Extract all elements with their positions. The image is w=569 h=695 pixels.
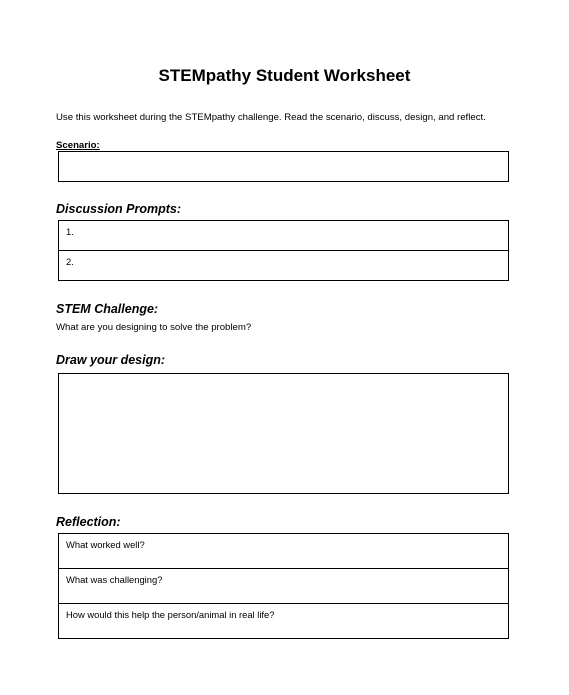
reflection-row-worked-well[interactable] bbox=[59, 534, 508, 569]
scenario-box[interactable] bbox=[58, 151, 509, 182]
discussion-heading: Discussion Prompts: bbox=[56, 202, 182, 216]
discussion-table bbox=[58, 220, 509, 281]
reflection-row-challenging[interactable] bbox=[59, 569, 508, 604]
design-heading: Draw your design: bbox=[56, 353, 166, 367]
challenge-question: What are you designing to solve the problem? bbox=[56, 322, 252, 333]
reflection-heading: Reflection: bbox=[56, 515, 121, 529]
design-drawing-box[interactable] bbox=[58, 373, 509, 494]
reflection-question: How would this help the person/animal in real life? bbox=[66, 609, 275, 620]
discussion-prompt-2[interactable] bbox=[59, 251, 508, 280]
discussion-prompt-number: 1. bbox=[66, 226, 74, 237]
challenge-heading: STEM Challenge: bbox=[56, 302, 159, 316]
reflection-row-real-life[interactable] bbox=[59, 604, 508, 638]
reflection-question: What worked well? bbox=[66, 539, 145, 550]
reflection-question: What was challenging? bbox=[66, 574, 163, 585]
discussion-prompt-number: 2. bbox=[66, 256, 74, 267]
intro-text: Use this worksheet during the STEMpathy challenge. Read the scenario, discuss, design, and reflect. bbox=[56, 112, 486, 123]
reflection-table bbox=[58, 533, 509, 639]
discussion-prompt-1[interactable] bbox=[59, 221, 508, 251]
page-title: STEMpathy Student Worksheet bbox=[158, 66, 411, 85]
scenario-label: Scenario: bbox=[56, 140, 100, 151]
